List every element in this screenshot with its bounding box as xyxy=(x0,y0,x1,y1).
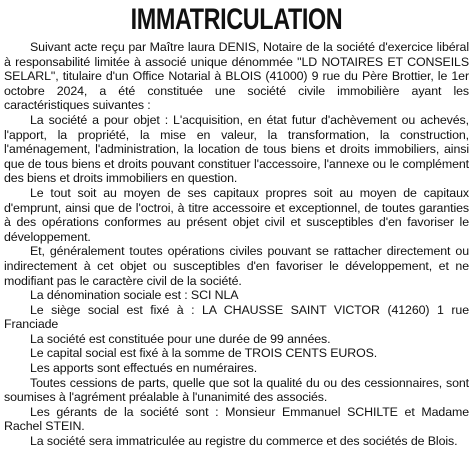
paragraph-registration: La société sera immatriculée au registre du commerce et des sociétés de Blois. xyxy=(30,434,458,449)
notice-body xyxy=(4,40,469,449)
paragraph-registered-office: Le siège social est fixé à : LA CHAUSSE SAINT VICTOR (41260) 1 rue Franciade xyxy=(4,302,469,332)
paragraph-duration: La société est constituée pour une durée de 99 années. xyxy=(30,331,331,346)
paragraph-deed: Suivant acte reçu par Maître laura DENIS, Notaire de la société d'exercice libéral à responsabilité limitée à associé unique dénommée "LD NOTAIRES ET CONSEILS SELARL", titulaire d'un Office Notarial à BLOIS (41000) 9 rue du Père Brottier, le 1er octobre 2024, a été constituée une société civile immobilière ayant les caractéristiques suivantes : xyxy=(4,40,469,113)
paragraph-company-name: La dénomination sociale est : SCI NLA xyxy=(30,288,239,303)
paragraph-managers: Les gérants de la société sont : Monsieur Emmanuel SCHILTE et Madame Rachel STEIN. xyxy=(4,404,469,434)
paragraph-purpose: La société a pour objet : L'acquisition, en état futur d'achèvement ou achevés, l'apport, la propriété, la mise en valeur, la transformation, la construction, l'aménagement, l'administration, la location de tous biens et droits immobiliers, ainsi que de tous biens et droits pouvant constituer l'accessoire, l'annexe ou le complément des biens et droits immobiliers en question. xyxy=(4,112,469,186)
paragraph-general-operations: Et, généralement toutes opérations civiles pouvant se rattacher directement ou indirectement à cet objet ou susceptibles d'en favoriser le développement, et ne modifiant pas le caractère civil de la société. xyxy=(4,244,469,288)
notice-title: IMMATRICULATION xyxy=(130,3,343,36)
paragraph-share-transfers: Toutes cessions de parts, quelle que sot la qualité du ou des cessionnaires, sont soumises à l'agrément préalable à l'unanimité des associés. xyxy=(4,375,469,405)
paragraph-contributions: Les apports sont effectués en numéraires. xyxy=(30,361,258,376)
paragraph-financing: Le tout soit au moyen de ses capitaux propres soit au moyen de capitaux d'emprunt, ainsi que de l'octroi, à titre accessoire et exceptionnel, de toutes garanties à des opérations conformes au présent objet civil et susceptibles d'en favoriser le développement. xyxy=(4,185,469,244)
paragraph-capital: Le capital social est fixé à la somme de TROIS CENTS EUROS. xyxy=(30,346,378,361)
